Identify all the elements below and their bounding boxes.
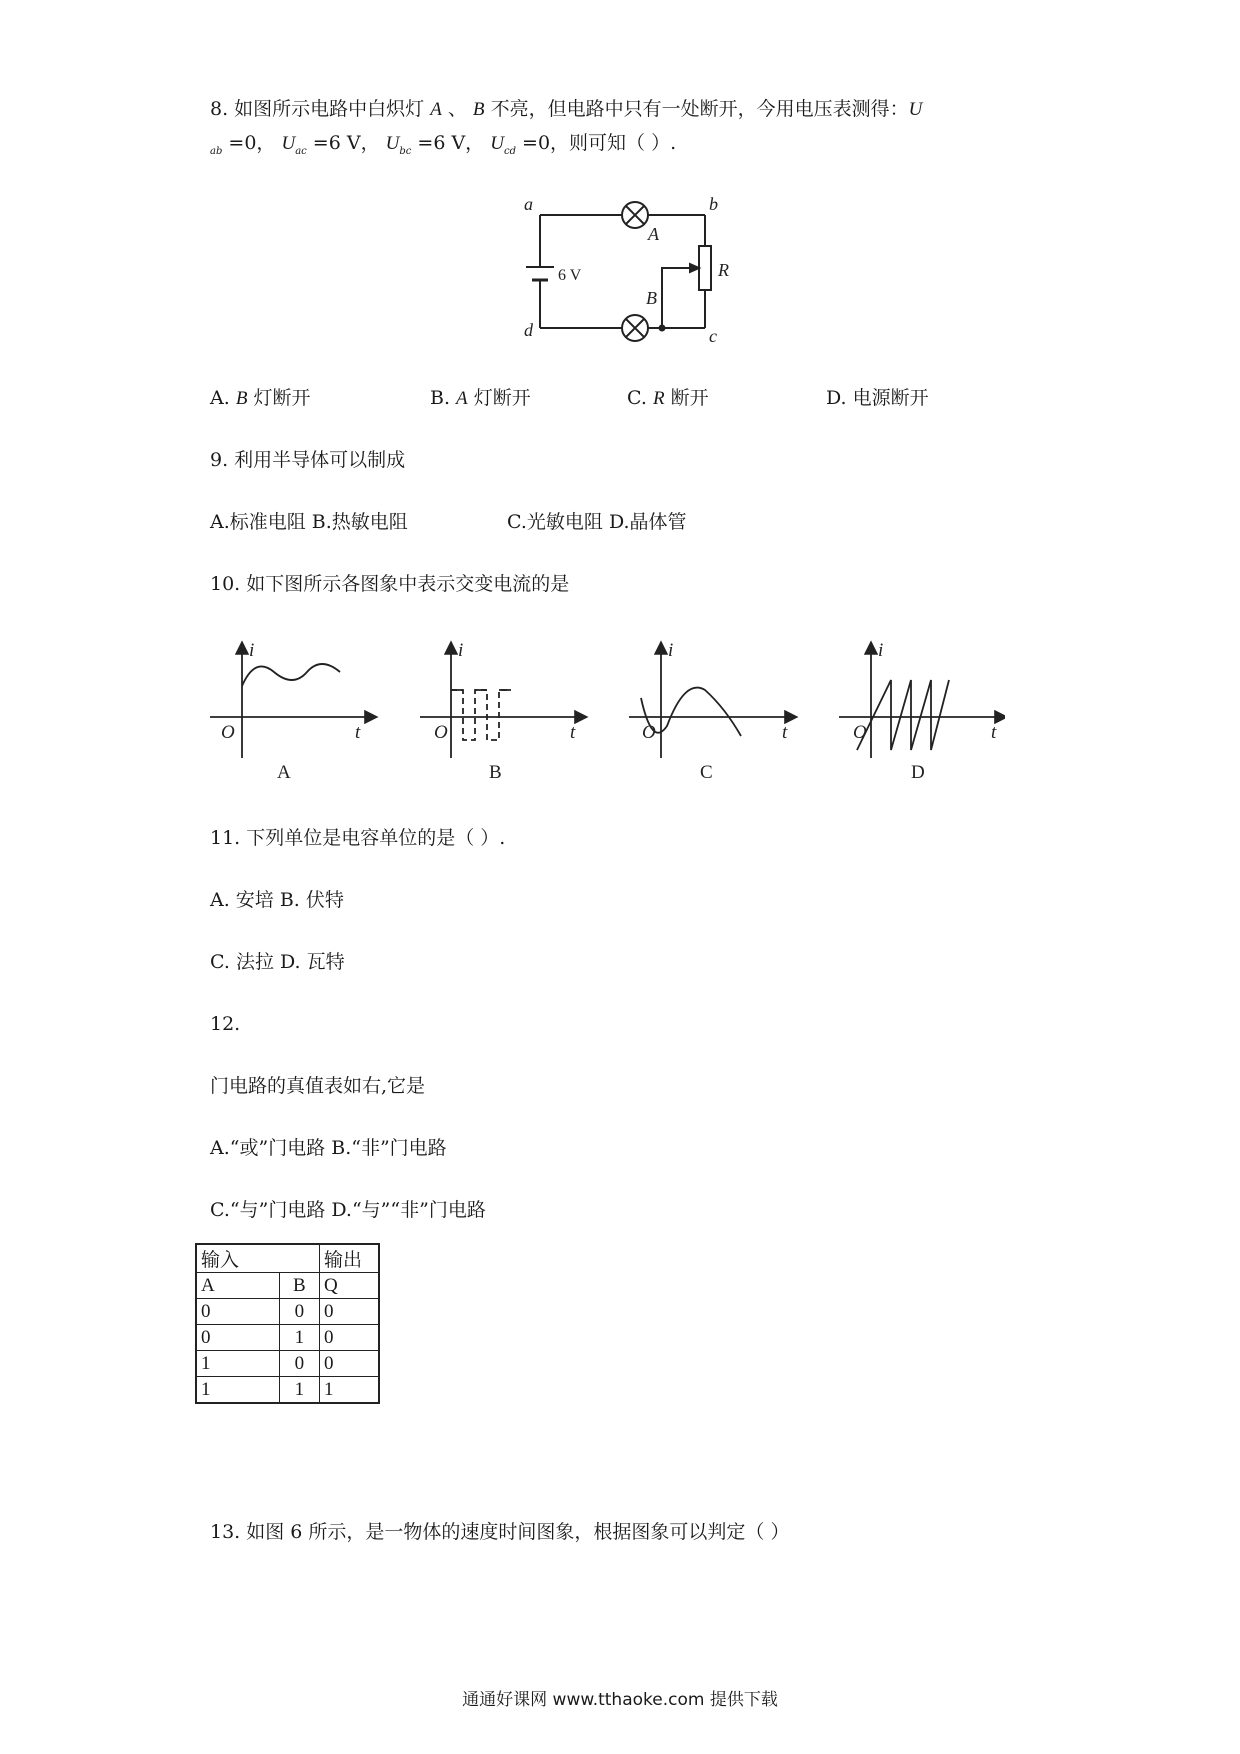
graph-d-o: O — [853, 722, 867, 743]
header-output: 输出 — [320, 1244, 380, 1273]
q8-var-a: A — [430, 99, 442, 120]
q11-stem: 11. 下列单位是电容单位的是（ ）. — [210, 827, 506, 849]
col-b: B — [279, 1273, 319, 1299]
q10-graphs — [205, 638, 1005, 788]
q8-measurements: $_{ab}$ =0， $U_{ac} =6$ V， $U_{bc} =6$ V， $U_{cd} =0$，则可知（ ）. — [210, 132, 677, 157]
graph-a-curve — [242, 664, 340, 686]
table-row: 1 1 1 — [196, 1377, 379, 1404]
graph-d-label: D — [911, 762, 925, 783]
graph-d-i: i — [878, 640, 884, 661]
graph-c-label: C — [700, 762, 713, 783]
q12-options-1: A.“或”门电路 B.“非”门电路 — [210, 1137, 447, 1159]
q12-stem: 门电路的真值表如右,它是 — [210, 1075, 426, 1097]
graph-a — [210, 644, 375, 758]
table-row: 0 1 0 — [196, 1325, 379, 1351]
graph-a-o: O — [221, 722, 235, 743]
graph-d-t: t — [991, 722, 997, 743]
lamp-b-label: B — [646, 288, 657, 308]
node-a-label: a — [524, 194, 533, 214]
graph-a-t: t — [355, 722, 361, 743]
q12-options-2: C.“与”门电路 D.“与”“非”门电路 — [210, 1199, 486, 1221]
graph-b-o: O — [434, 722, 448, 743]
col-q: Q — [320, 1273, 380, 1299]
graph-c-o: O — [642, 722, 656, 743]
table-header-row — [196, 1244, 379, 1273]
q13-stem: 13. 如图 6 所示，是一物体的速度时间图象，根据图象可以判定（ ） — [210, 1521, 790, 1543]
q12-number: 12. — [210, 1013, 241, 1035]
graph-c-i: i — [668, 640, 674, 661]
truth-table — [195, 1243, 380, 1404]
q9-options-1: A.标准电阻 B.热敏电阻 — [210, 511, 408, 533]
q8-stem: 8. 如图所示电路中白炽灯 A 、 B 不亮，但电路中只有一处断开，今用电压表测得：U — [210, 98, 923, 120]
graph-c-t: t — [782, 722, 788, 743]
graph-a-i: i — [249, 640, 255, 661]
lamp-a-symbol — [622, 202, 648, 228]
graph-c-curve — [641, 688, 741, 736]
slider-arrow — [690, 264, 699, 272]
node-b-label: b — [709, 194, 718, 214]
col-a: A — [196, 1273, 279, 1299]
q11-options-2: C. 法拉 D. 瓦特 — [210, 951, 345, 973]
q10-stem: 10. 如下图所示各图象中表示交变电流的是 — [210, 573, 570, 595]
q8-option-b: B. A 灯断开 — [430, 387, 531, 409]
resistor-label: R — [718, 260, 729, 280]
graph-b-i: i — [458, 640, 464, 661]
q8-circuit-diagram — [510, 190, 770, 350]
lamp-b-symbol — [622, 315, 648, 341]
table-columns-row — [196, 1273, 379, 1299]
graph-b-t: t — [570, 722, 576, 743]
q8-option-c: C. R 断开 — [627, 387, 709, 409]
page-footer: 通通好课网 www.tthaoke.com 提供下载 — [462, 1690, 778, 1710]
q8-var-b: B — [472, 99, 485, 120]
node-c-label: c — [709, 326, 717, 346]
table-row: 1 0 0 — [196, 1351, 379, 1377]
q8-option-a: A. B 灯断开 — [210, 387, 311, 409]
q9-options-2: C.光敏电阻 D.晶体管 — [507, 511, 687, 533]
graph-b-label: B — [489, 762, 502, 783]
header-input: 输入 — [196, 1244, 320, 1273]
graph-a-label: A — [277, 762, 291, 783]
q9-stem: 9. 利用半导体可以制成 — [210, 449, 406, 471]
lamp-a-label: A — [648, 224, 659, 244]
graph-b-curve — [451, 690, 511, 740]
q8-option-d: D. 电源断开 — [826, 387, 929, 409]
battery-label: 6 V — [558, 267, 582, 284]
table-row: 0 0 0 — [196, 1299, 379, 1325]
node-d-label: d — [524, 320, 533, 340]
q11-options-1: A. 安培 B. 伏特 — [210, 889, 344, 911]
